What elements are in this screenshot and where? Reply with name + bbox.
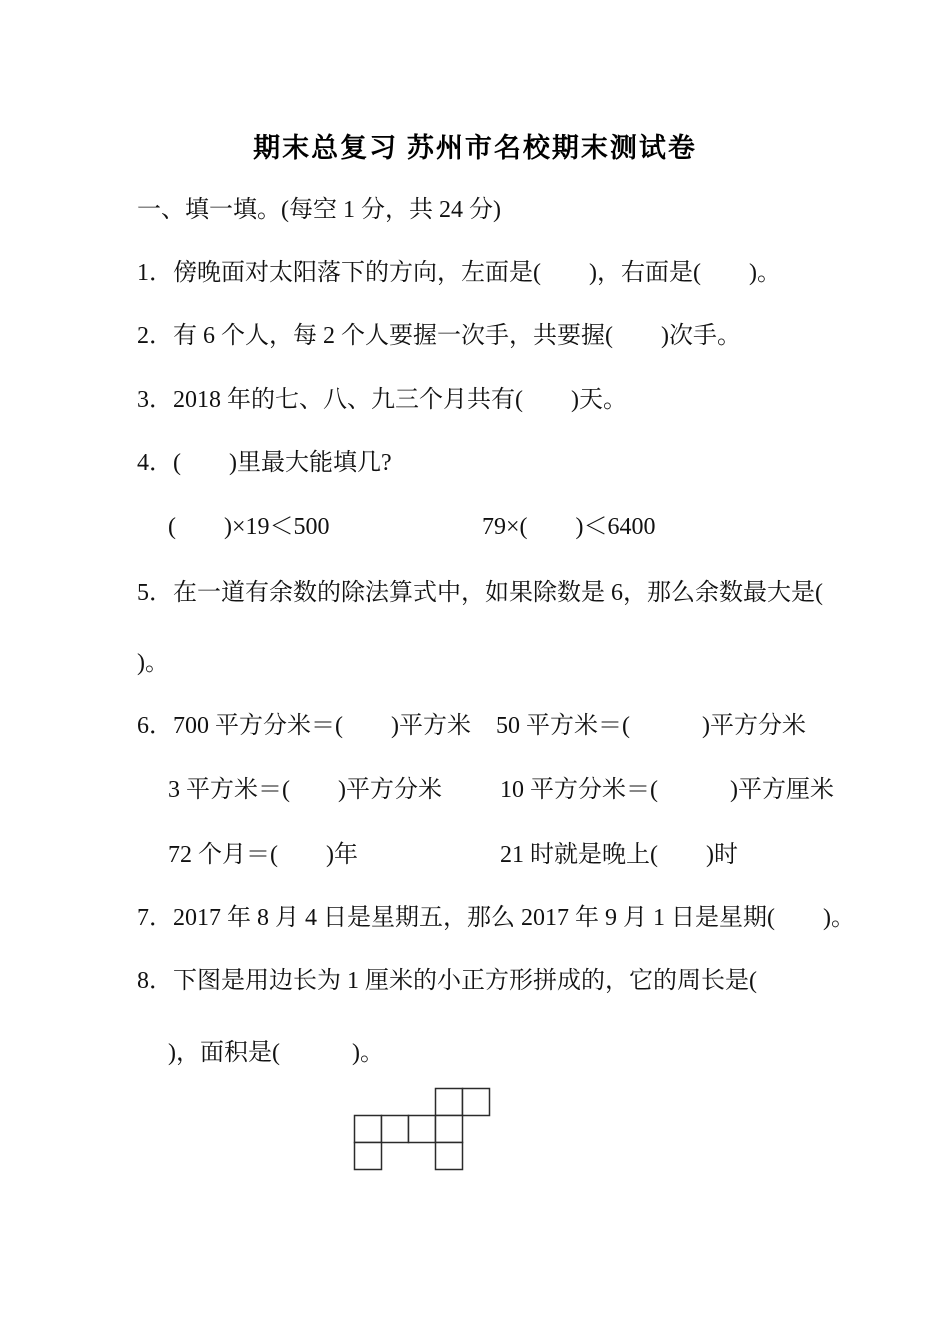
question-4: 4．( )里最大能填几? [137, 450, 392, 476]
question-5-continuation: )。 [137, 650, 169, 676]
section-heading: 一、填一填。(每空 1 分，共 24 分) [137, 197, 501, 223]
question-4-formula-right: 79×( )＜6400 [482, 514, 656, 540]
question-8: 8．下图是用边长为 1 厘米的小正方形拼成的，它的周长是( [137, 968, 757, 994]
question-6-row3-left: 72 个月＝( )年 [168, 842, 358, 868]
question-8-continuation: )，面积是( )。 [168, 1040, 384, 1066]
question-6-row3-right: 21 时就是晚上( )时 [500, 842, 738, 868]
question-6-row2-right: 10 平方分米＝( )平方厘米 [500, 777, 834, 803]
unit-grid-figure [353, 1087, 491, 1171]
unit-grid-svg [353, 1087, 491, 1171]
page-title: 期末总复习 苏州市名校期末测试卷 [253, 133, 697, 163]
question-3: 3．2018 年的七、八、九三个月共有( )天。 [137, 387, 627, 413]
question-5: 5．在一道有余数的除法算式中，如果除数是 6，那么余数最大是( [137, 580, 823, 606]
question-1: 1．傍晚面对太阳落下的方向，左面是( )，右面是( )。 [137, 260, 781, 286]
question-7: 7．2017 年 8 月 4 日是星期五，那么 2017 年 9 月 1 日是星期( )。 [137, 905, 855, 931]
question-2: 2．有 6 个人，每 2 个人要握一次手，共要握( )次手。 [137, 323, 741, 349]
question-4-formula-left: ( )×19＜500 [168, 514, 330, 540]
question-6-row2-left: 3 平方米＝( )平方分米 [168, 777, 442, 803]
question-6-row1-left: 6．700 平方分米＝( )平方米 [137, 713, 471, 739]
question-6-row1-right: 50 平方米＝( )平方分米 [496, 713, 806, 739]
